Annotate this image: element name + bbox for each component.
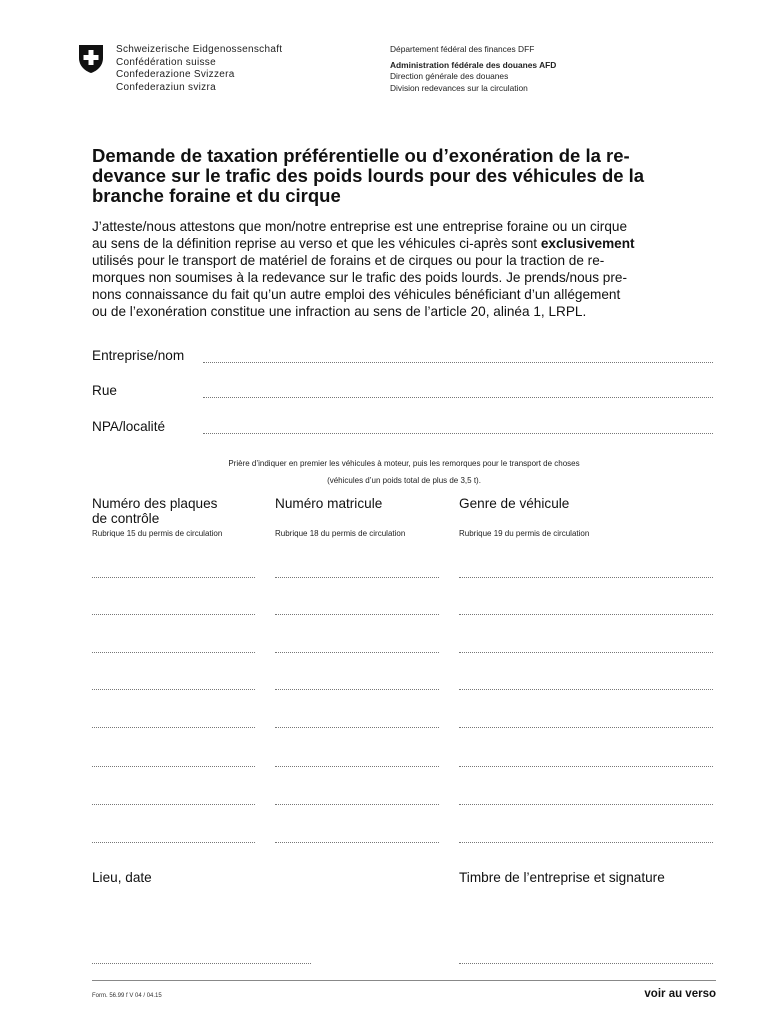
confederation-names: [116, 44, 282, 94]
column-genre-title: Genre de véhicule: [459, 496, 570, 511]
genre-entry[interactable]: [459, 577, 713, 578]
plaques-entry[interactable]: [92, 577, 255, 578]
plaques-entry[interactable]: [92, 689, 255, 690]
matricule-entry[interactable]: [275, 577, 439, 578]
voir-au-verso: voir au verso: [644, 988, 716, 1000]
matricule-entry[interactable]: [275, 727, 439, 728]
rue-field[interactable]: [203, 397, 713, 398]
plaques-entry[interactable]: [92, 766, 255, 767]
paragraph-text: au sens de la définition reprise au verso et que les véhicules ci-après sont: [92, 236, 541, 251]
column-plaques-sub: Rubrique 15 du permis de circulation: [92, 529, 223, 538]
confederation-fr: Confédération suisse: [116, 56, 216, 68]
document-title: [92, 146, 722, 206]
paragraph-line: morques non soumises à la redevance sur le trafic des poids lourds. Je prends/nous pre-: [92, 270, 627, 285]
matricule-entry[interactable]: [275, 842, 439, 843]
genre-entry[interactable]: [459, 727, 713, 728]
genre-entry[interactable]: [459, 804, 713, 805]
plaques-entry[interactable]: [92, 614, 255, 615]
npa-field[interactable]: [203, 433, 713, 434]
attestation-paragraph: [92, 218, 732, 320]
paragraph-line: ou de l’exonération constitue une infraction au sens de l’article 20, alinéa 1, LRPL.: [92, 304, 587, 319]
rue-label: Rue: [92, 383, 117, 398]
confederation-it: Confederazione Svizzera: [116, 69, 235, 80]
timbre-signature-label: Timbre de l’entreprise et signature: [459, 870, 665, 885]
instruction-note-line1: Prière d’indiquer en premier les véhicules à moteur, puis les remorques pour le transport de choses: [228, 459, 580, 468]
paragraph-line: nons connaissance du fait qu’un autre emploi des véhicules bénéficiant d’un allégement: [92, 287, 621, 302]
division-name: Division redevances sur la circulation: [390, 82, 528, 93]
footer-divider: [92, 980, 716, 981]
instruction-note-line2: (véhicules d’un poids total de plus de 3,5 t).: [327, 476, 481, 485]
column-title-line: de contrôle: [92, 511, 160, 526]
genre-entry[interactable]: [459, 689, 713, 690]
column-plaques-title: [92, 496, 217, 526]
plaques-entry[interactable]: [92, 652, 255, 653]
npa-label: NPA/localité: [92, 419, 166, 434]
paragraph-line: utilisés pour le transport de matériel de forains et de cirques ou pour la traction de re-: [92, 253, 605, 268]
swiss-crest-icon: [78, 44, 104, 74]
genre-entry[interactable]: [459, 652, 713, 653]
title-line: branche foraine et du cirque: [92, 185, 341, 206]
matricule-entry[interactable]: [275, 614, 439, 615]
matricule-entry[interactable]: [275, 804, 439, 805]
genre-entry[interactable]: [459, 614, 713, 615]
administration-name: Administration fédérale des douanes AFD: [390, 59, 557, 70]
matricule-entry[interactable]: [275, 766, 439, 767]
lieu-date-label: Lieu, date: [92, 870, 152, 885]
column-matricule-title: Numéro matricule: [275, 496, 383, 511]
genre-entry[interactable]: [459, 766, 713, 767]
paragraph-line: J’atteste/nous attestons que mon/notre entreprise est une entreprise foraine ou un cirque: [92, 219, 628, 234]
plaques-entry[interactable]: [92, 842, 255, 843]
entreprise-field[interactable]: [203, 362, 713, 363]
matricule-entry[interactable]: [275, 689, 439, 690]
title-line: Demande de taxation préférentielle ou d’exonération de la re-: [92, 145, 630, 166]
genre-entry[interactable]: [459, 842, 713, 843]
plaques-entry[interactable]: [92, 804, 255, 805]
plaques-entry[interactable]: [92, 727, 255, 728]
signature-field[interactable]: [459, 963, 713, 964]
matricule-entry[interactable]: [275, 652, 439, 653]
confederation-de: Schweizerische Eidgenossenschaft: [116, 44, 283, 55]
paragraph-line: [92, 235, 732, 252]
department-block: [390, 44, 556, 94]
lieu-date-field[interactable]: [92, 963, 311, 964]
form-number: Form. 56.99 f V 04 / 04.15: [92, 993, 162, 999]
emphasis-exclusivement: exclusivement: [540, 236, 635, 251]
direction-name: Direction générale des douanes: [390, 71, 509, 81]
entreprise-label: Entreprise/nom: [92, 348, 185, 363]
department-name: Département fédéral des finances DFF: [390, 44, 535, 54]
column-title-line: Numéro des plaques: [92, 496, 218, 511]
title-line: devance sur le trafic des poids lourds pour des véhicules de la: [92, 165, 645, 186]
column-genre-sub: Rubrique 19 du permis de circulation: [459, 529, 590, 538]
column-matricule-sub: Rubrique 18 du permis de circulation: [275, 529, 406, 538]
confederation-rm: Confederaziun svizra: [116, 81, 216, 93]
